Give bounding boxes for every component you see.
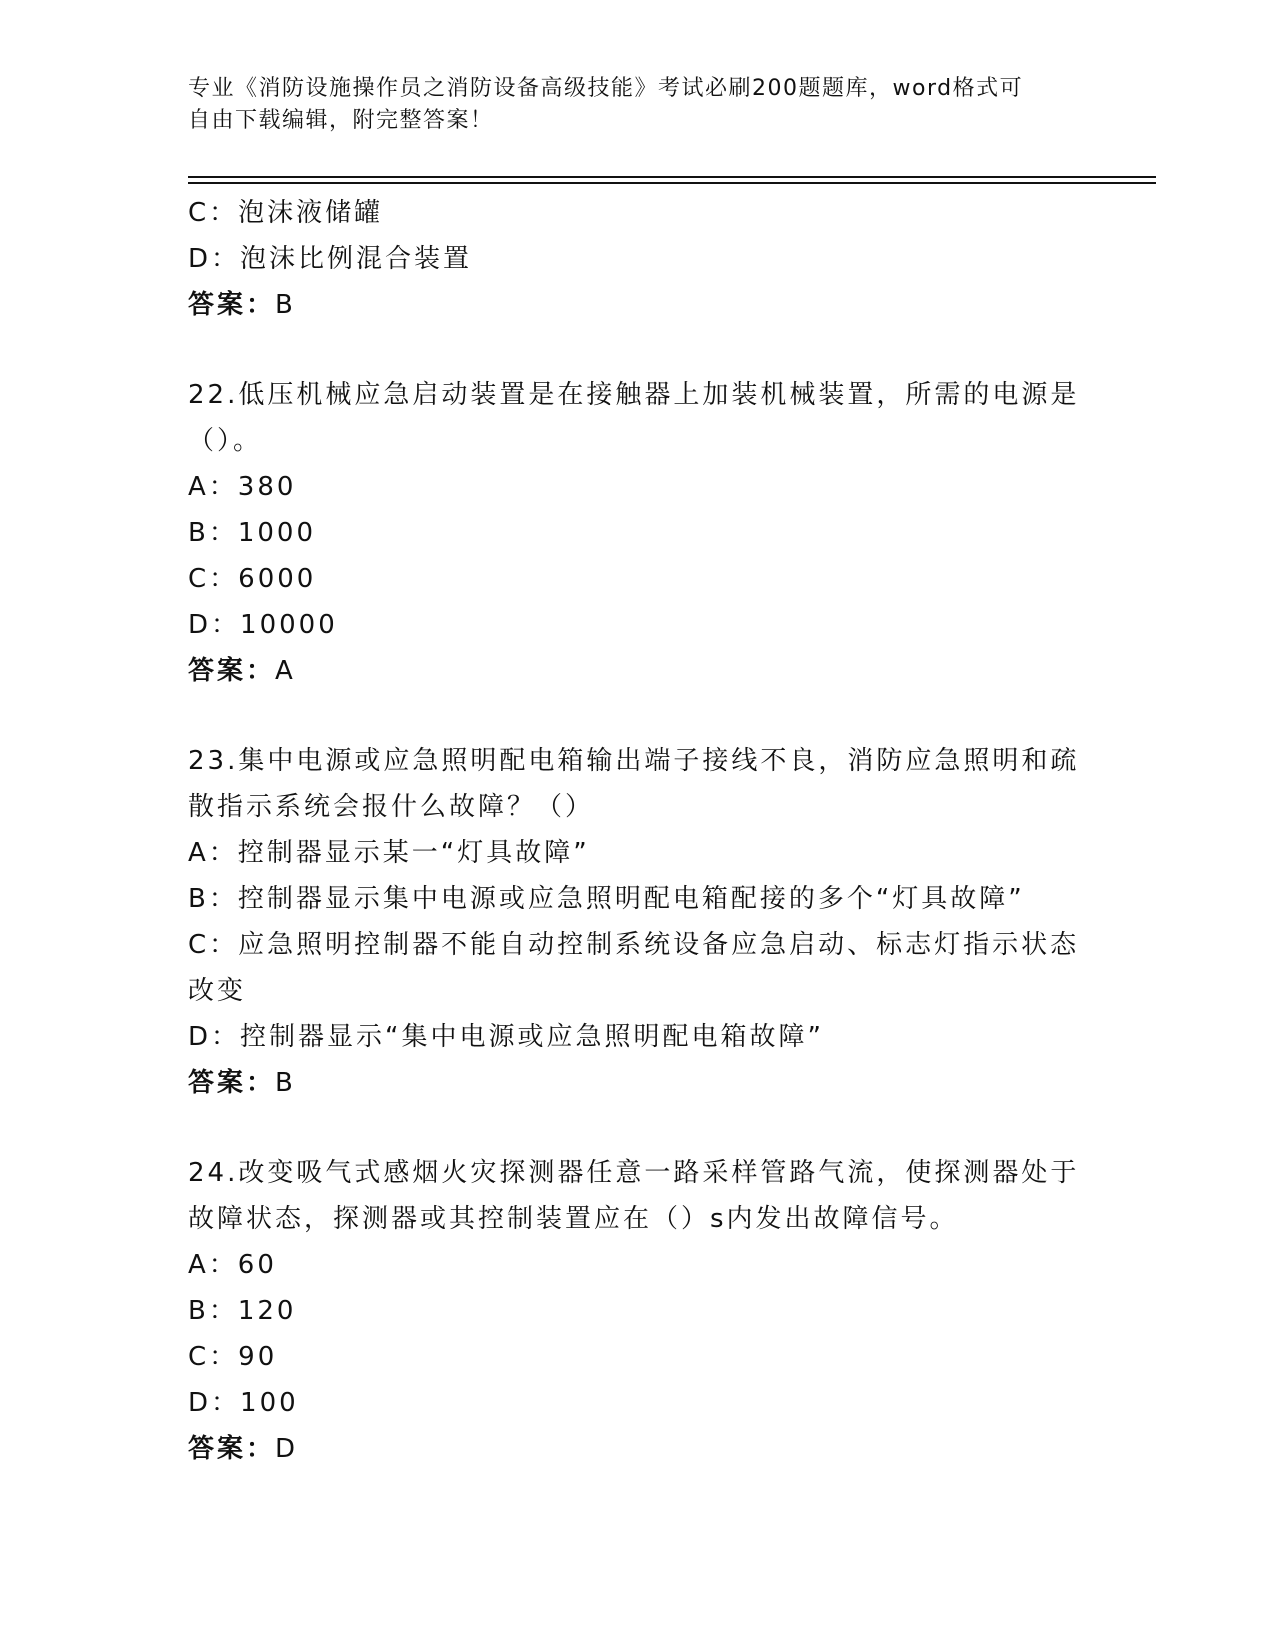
spacer [188,1106,1088,1150]
option-c: C：应急照明控制器不能自动控制系统设备应急启动、标志灯指示状态 [188,930,1080,960]
option-a: A：控制器显示某一“灯具故障” [188,838,590,868]
question-text-line: 24.改变吸气式感烟火灾探测器任意一路采样管路气流，使探测器处于 [188,1158,1080,1188]
question-text-line: 散指示系统会报什么故障？（） [188,792,595,822]
answer-value: A [275,656,296,686]
option-d: D：100 [188,1388,299,1418]
header-rule-bottom [188,182,1156,184]
question-23 [188,738,1088,1106]
answer-line [188,648,1088,694]
header-rule-top [188,176,1156,178]
header-line-1: 专业《消防设施操作员之消防设备高级技能》考试必刷200题题库，word格式可 [188,76,1024,101]
document-body [188,190,1088,1472]
question-text-line: 故障状态，探测器或其控制装置应在（）s内发出故障信号。 [188,1204,959,1234]
option-a: A：60 [188,1250,277,1280]
question-24 [188,1150,1088,1472]
option-b: B：1000 [188,518,317,548]
question-text-line: （）。 [188,426,263,456]
answer-value: D [275,1434,299,1464]
answer-value: B [275,290,296,320]
option-d: D：控制器显示“集中电源或应急照明配电箱故障” [188,1022,824,1052]
question-text-line: 23.集中电源或应急照明配电箱输出端子接线不良，消防应急照明和疏 [188,746,1080,776]
option-d: D：10000 [188,610,338,640]
option-d: D：泡沫比例混合装置 [188,244,473,274]
option-c: C：6000 [188,564,317,594]
option-b: B：120 [188,1296,297,1326]
answer-label: 答案： [188,1068,276,1098]
document-header [188,73,1068,137]
answer-line [188,1060,1088,1106]
question-text-line: 22.低压机械应急启动装置是在接触器上加装机械装置，所需的电源是 [188,380,1080,410]
header-line-2: 自由下载编辑，附完整答案！ [188,108,494,133]
partial-question [188,190,1088,328]
spacer [188,328,1088,372]
option-c: C：90 [188,1342,278,1372]
answer-line [188,1426,1088,1472]
option-b: B：控制器显示集中电源或应急照明配电箱配接的多个“灯具故障” [188,884,1025,914]
option-a: A：380 [188,472,297,502]
option-c: C：泡沫液储罐 [188,198,384,228]
answer-label: 答案： [188,656,276,686]
answer-label: 答案： [188,1434,276,1464]
spacer [188,694,1088,738]
answer-value: B [275,1068,296,1098]
question-22 [188,372,1088,694]
answer-label: 答案： [188,290,276,320]
answer-line [188,282,1088,328]
option-c-continuation: 改变 [188,976,247,1006]
